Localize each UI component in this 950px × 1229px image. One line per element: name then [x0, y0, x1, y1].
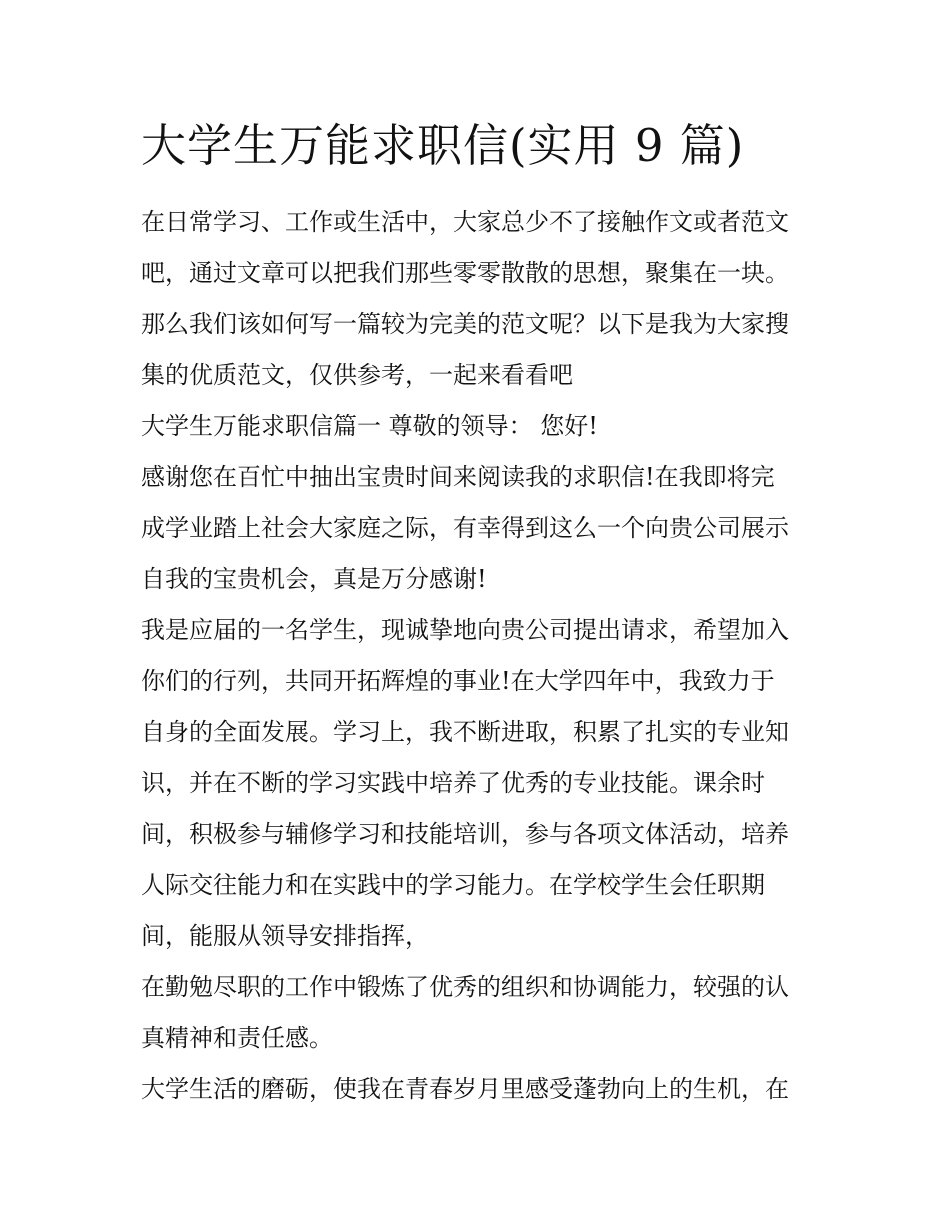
document-body [141, 197, 821, 1115]
text-line: 成学业踏上社会大家庭之际，有幸得到这么一个向贵公司展示 [141, 514, 789, 542]
text-line: 吧，通过文章可以把我们那些零零散散的思想，聚集在一块。 [141, 259, 789, 287]
document-title: 大学生万能求职信(实用 9 篇) [141, 119, 745, 172]
text-line: 那么我们该如何写一篇较为完美的范文呢？以下是我为大家搜 [141, 310, 789, 338]
text-line: 识，并在不断的学习实践中培养了优秀的专业技能。课余时 [141, 769, 765, 797]
text-line: 真精神和责任感。 [141, 1024, 333, 1052]
text-line: 你们的行列，共同开拓辉煌的事业!在大学四年中，我致力于 [141, 667, 775, 695]
text-line: 感谢您在百忙中抽出宝贵时间来阅读我的求职信!在我即将完 [141, 463, 775, 491]
text-line: 人际交往能力和在实践中的学习能力。在学校学生会任职期 [141, 871, 765, 899]
text-line: 自身的全面发展。学习上，我不断进取，积累了扎实的专业知 [141, 718, 789, 746]
text-line: 间，积极参与辅修学习和技能培训，参与各项文体活动，培养 [141, 820, 789, 848]
text-line: 大学生万能求职信篇一 尊敬的领导： 您好! [141, 412, 598, 440]
text-line: 在勤勉尽职的工作中锻炼了优秀的组织和协调能力，较强的认 [141, 973, 789, 1001]
text-line: 间，能服从领导安排指挥， [141, 922, 429, 950]
text-line: 在日常学习、工作或生活中，大家总少不了接触作文或者范文 [141, 208, 789, 236]
text-line: 自我的宝贵机会，真是万分感谢! [141, 565, 487, 593]
text-line: 我是应届的一名学生，现诚挚地向贵公司提出请求，希望加入 [141, 616, 789, 644]
text-line: 大学生活的磨砺，使我在青春岁月里感受蓬勃向上的生机，在 [141, 1075, 789, 1103]
text-line: 集的优质范文，仅供参考，一起来看看吧 [141, 361, 573, 389]
